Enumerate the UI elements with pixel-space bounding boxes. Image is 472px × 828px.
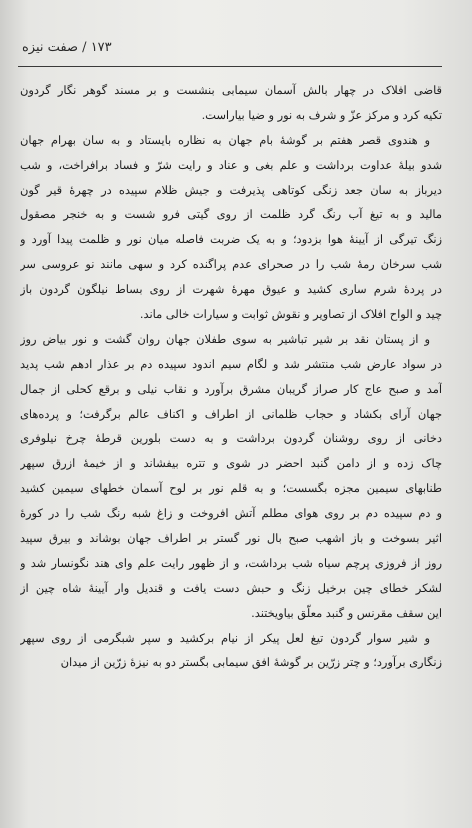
text-line: و هندوی قصر هفتم بر گوشهٔ بام جهان به نظاره بایستاد و به سان بهرام جهان bbox=[20, 132, 430, 147]
text-line: دیرباز به سان جعد زنگی کوتاهی پذیرفت و جیش ظلام سپیده در چهرهٔ قیر گون bbox=[20, 182, 442, 197]
text-line: قاضی افلاک در چهار بالش آسمان سیمابی بنشست و بر مسند گوهر نگار گردون bbox=[20, 83, 442, 97]
paragraph bbox=[20, 626, 442, 676]
running-head: ۱۷۳ / صفت نیزه bbox=[22, 40, 112, 55]
text-line: طنابهای سیمین مجزه بگسست؛ و به قلم نور بر لوح آسمان خطهای سیمین کشید bbox=[20, 481, 442, 496]
text-line: در پردهٔ شرم ساری کشید و عیوق مهرهٔ شهرت از روی بساط نیلگون گردون باز bbox=[20, 282, 442, 297]
paragraph bbox=[20, 327, 442, 626]
page-header bbox=[18, 38, 442, 67]
text-line: شب سرخان رمهٔ شب را در صحرای عدم پراگنده کرد و سهی مانند نو عروسی سر bbox=[20, 257, 442, 272]
text-line: و شیر سوار گردون تیغ لعل پیکر از نیام برکشید و سپر شبگرمی از روی سپهر bbox=[20, 630, 430, 645]
text-line: روز از فروزی پرچم سیاه شب برداشت، و از ظهور رایت علم وای هند نگونسار شد و bbox=[20, 555, 442, 570]
text-line: در سواد عارض شب منتشر شد و لگام سیم اندود سپیده دم بر عذار ادهم شب پدید bbox=[20, 356, 442, 371]
text-line: دخانی از روی روشنان گردون برداشت و به دست بلورین قرطهٔ چرخ نیلوفری bbox=[20, 431, 442, 446]
text-line: زنگاری برآورد؛ و چتر زرّین بر گوشهٔ افق سیمابی بگستر دو به نیزهٔ زرّین از میدان bbox=[60, 655, 442, 670]
text-line: چاک زده و از دامن گنبد احضر در شوی و تتره بیفشاند و از خیمهٔ ازرق سپهر bbox=[20, 456, 442, 471]
text-line: این سقف مقرنس و گنبد معلّق بیاویختند. bbox=[251, 605, 442, 620]
text-line: جهان آرای بکشاد و حجاب ظلمانی از اطراف و اکناف عالم برگرفت؛ و پرده‌های bbox=[20, 406, 442, 421]
text-line: تکیه کرد و مرکز عزّ و شرف به نور و ضیا بیاراست. bbox=[201, 107, 442, 122]
text-line: اثیر بسوخت و باز اشهب صبح بال نور گستر بر اطراف جهان بوشاند و بیرق سپید bbox=[20, 531, 442, 546]
text-line: مالید و به تیغ آب رنگ گرد ظلمت از روی گیتی فرو شست و به خنجر مصقول bbox=[20, 207, 442, 222]
body-text bbox=[20, 78, 442, 675]
text-line: چید و الواح افلاک از تصاویر و نقوش ثوابت و سیارات خالی ماند. bbox=[139, 307, 442, 322]
paragraph bbox=[20, 128, 442, 327]
text-line: لشکر خطای چین برخیل زنگ و حبش دست یافت و قندیل وار آیینهٔ شاه چین از bbox=[20, 580, 442, 595]
paragraph bbox=[20, 78, 442, 128]
text-line: زنگ تیرگی از آیینهٔ هوا بزدود؛ و به یک ضربت فاصله میان نور و ظلمت پیدا آورد و bbox=[20, 232, 442, 247]
text-line: آمد و صبح عاج کار صراز گریبان مشرق برآورد و نقاب نیلی و برقع کحلی از جمال bbox=[20, 381, 442, 396]
text-line: شدو بیلهٔ عداوت برداشت و علم بغی و عناد و رایت شرّ و فساد برافراخت، و شب bbox=[20, 157, 442, 172]
text-line: و از پستان نقد بر شیر تباشیر به سوی طفلان جهان روان گشت و نور بیاض روز bbox=[20, 331, 430, 346]
text-line: و دم سپیده دم بر روی هوای مطلم آتش افروخت و زاغ شبه رنگ شب را در کورهٔ bbox=[20, 506, 442, 521]
